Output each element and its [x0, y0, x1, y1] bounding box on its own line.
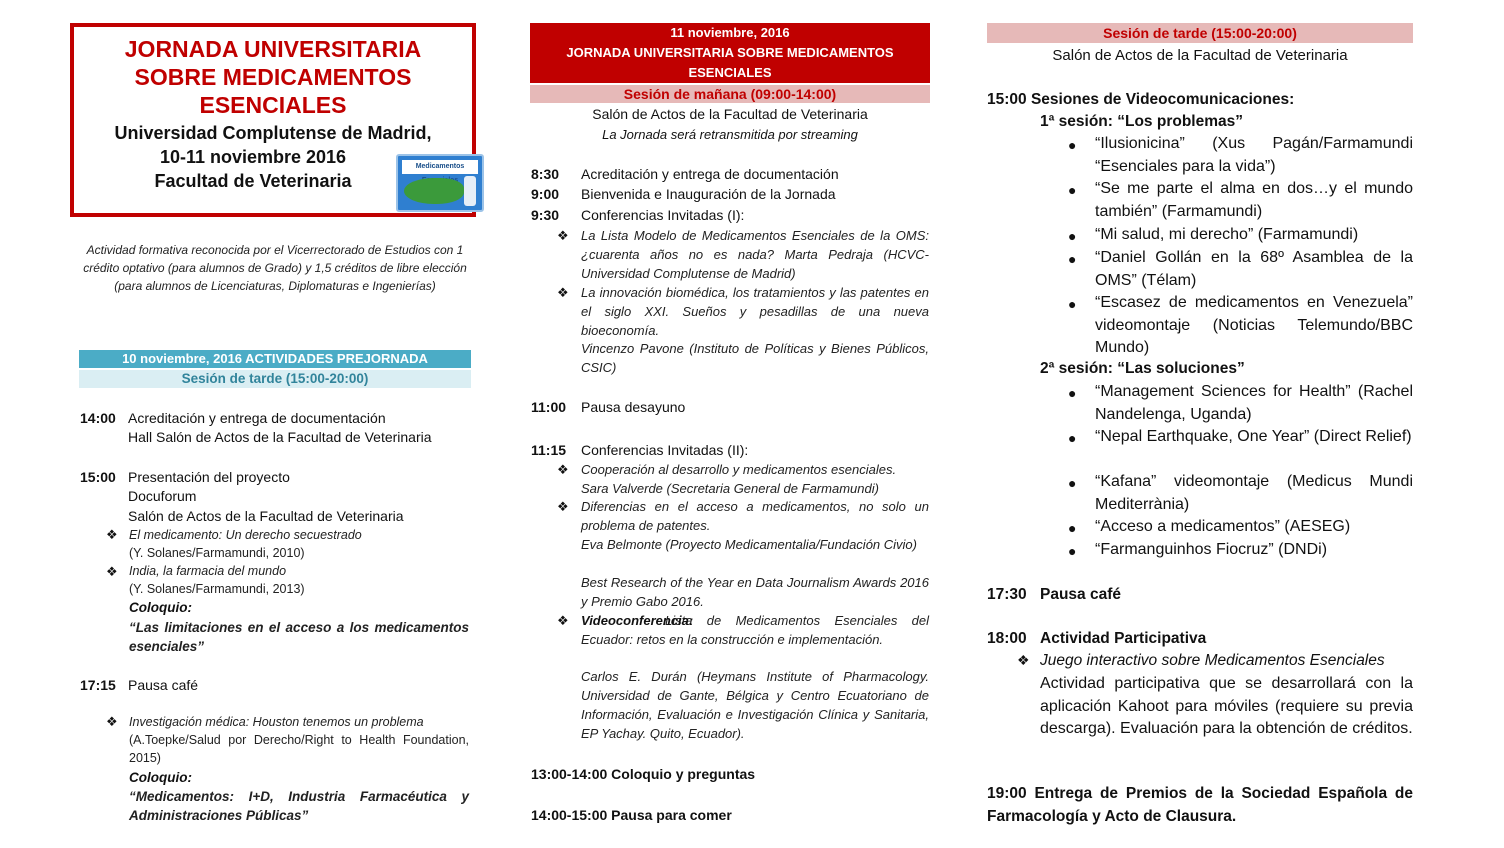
- day-date: 11 noviembre, 2016: [670, 25, 790, 40]
- diamond-bullet-icon: ❖: [557, 613, 569, 628]
- venue: Salón de Actos de la Facultad de Veterinaria: [1052, 47, 1348, 64]
- event-title: Conferencias Invitadas (I):: [581, 207, 745, 223]
- event-time: 9:00: [531, 186, 560, 202]
- bullet-icon: ●: [1068, 543, 1077, 559]
- title-line-2: SOBRE MEDICAMENTOS: [134, 64, 412, 90]
- conference-author: Carlos E. Durán (Heymans Institute of Pharmacology. Universidad de Gante, Bélgica y Centro Ecuatoriano de Información, Evaluación e Investigación Clínica y Sanitaria, EP Yachay. Quito, Ecuador).: [581, 669, 929, 741]
- conference-author: Eva Belmonte (Proyecto Medicamentalia/Fundación Civio): [581, 537, 917, 552]
- video-item: “Mi salud, mi derecho” (Farmamundi): [1095, 226, 1359, 243]
- conference-author: Vincenzo Pavone (Instituto de Políticas y Bienes Públicos, CSIC): [581, 341, 929, 375]
- afternoon-session-band: Sesión de tarde (15:00-20:00): [79, 370, 471, 388]
- bullet-icon: ●: [1068, 251, 1077, 267]
- diamond-bullet-icon: ❖: [106, 527, 118, 542]
- event-title: Acreditación y entrega de documentación: [581, 166, 839, 182]
- event-time: 17:30: [987, 586, 1027, 603]
- diamond-bullet-icon: ❖: [106, 714, 118, 729]
- activity-game: Juego interactivo sobre Medicamentos Esenciales: [1040, 652, 1385, 669]
- diamond-bullet-icon: ❖: [557, 462, 569, 477]
- film-credit: (Y. Solanes/Farmamundi, 2013): [129, 582, 305, 596]
- medicamentos-esenciales-logo: [396, 154, 484, 212]
- venue: Salón de Actos de la Facultad de Veterinaria: [592, 106, 868, 122]
- conference-item: Lista de Medicamentos Esenciales del Ecuador: retos en la construcción e implementación.: [581, 613, 929, 647]
- bottle-icon: [464, 176, 476, 206]
- morning-session-band: Sesión de mañana (09:00-14:00): [530, 85, 930, 103]
- diamond-bullet-icon: ❖: [106, 564, 118, 579]
- streaming-note: La Jornada será retransmitida por streaming: [602, 127, 858, 142]
- conference-award: Best Research of the Year en Data Journalism Awards 2016 y Premio Gabo 2016.: [581, 575, 929, 609]
- bullet-icon: ●: [1068, 430, 1077, 446]
- bullet-icon: ●: [1068, 137, 1077, 153]
- afternoon-session-band: Sesión de tarde (15:00-20:00): [987, 23, 1413, 43]
- video-item: “Daniel Gollán en la 68º Asamblea de la OMS” (Télam): [1095, 249, 1413, 289]
- video-item: “Farmanguinhos Fiocruz” (DNDi): [1095, 541, 1328, 558]
- event-title: Presentación del proyecto: [128, 469, 290, 485]
- film-title: Investigación médica: Houston tenemos un problema: [129, 715, 424, 729]
- conference-item: La Lista Modelo de Medicamentos Esenciales de la OMS: ¿cuarenta años no es nada? Marta Pedraja (HCVC-Universidad Complutense de Madrid): [581, 228, 929, 281]
- coloquio-topic: “Medicamentos: I+D, Industria Farmacéutica y Administraciones Públicas”: [129, 789, 469, 823]
- faculty-line: Facultad de Veterinaria: [154, 171, 352, 191]
- event-place: Hall Salón de Actos de la Facultad de Veterinaria: [128, 429, 432, 445]
- conference-item: La innovación biomédica, los tratamientos y las patentes en el siglo XXI. Sueños y pesadillas de una nueva bioeconomía.: [581, 285, 929, 338]
- coloquio-topic: “Las limitaciones en el acceso a los medicamentos esenciales”: [129, 620, 469, 654]
- diamond-bullet-icon: ❖: [557, 285, 569, 300]
- day-title: JORNADA UNIVERSITARIA SOBRE MEDICAMENTOS ESENCIALES: [566, 45, 894, 80]
- event-time: 18:00: [987, 630, 1027, 647]
- video-item: “Nepal Earthquake, One Year” (Direct Relief): [1095, 428, 1412, 445]
- diamond-bullet-icon: ❖: [1017, 652, 1030, 668]
- session-1-title: 1ª sesión: “Los problemas”: [1040, 113, 1243, 130]
- bullet-icon: ●: [1068, 182, 1077, 198]
- closing-line: 19:00 Entrega de Premios de la Sociedad Española de Farmacología y Acto de Clausura.: [987, 785, 1413, 825]
- title-line-3: ESENCIALES: [199, 92, 347, 118]
- event-title: Pausa café: [128, 677, 199, 693]
- event-title: Conferencias Invitadas (II):: [581, 442, 749, 458]
- event-time: 9:30: [531, 207, 560, 223]
- date-line: 10-11 noviembre 2016: [159, 147, 347, 167]
- coloquio-line: 13:00-14:00 Coloquio y preguntas: [531, 766, 756, 782]
- activity-description: Actividad participativa que se desarrollará con la aplicación Kahoot para móviles (requiere su previa descarga). Evaluación para la obtención de créditos.: [1040, 675, 1413, 737]
- conference-author: Sara Valverde (Secretaria General de Farmamundi): [581, 481, 879, 496]
- bullet-icon: ●: [1068, 385, 1077, 401]
- event-title: Pausa desayuno: [581, 399, 686, 415]
- world-map-icon: [404, 178, 464, 204]
- film-title: India, la farmacia del mundo: [129, 564, 287, 578]
- event-time: 15:00: [80, 469, 116, 485]
- day-band: [530, 23, 930, 83]
- video-item: “Ilusionicina” (Xus Pagán/Farmamundi “Esenciales para la vida”): [1095, 135, 1413, 175]
- coloquio-label: Coloquio:: [129, 600, 192, 615]
- university-line: Universidad Complutense de Madrid,: [114, 123, 432, 143]
- videoconference-label: Videoconferencia:: [581, 613, 694, 628]
- film-credit: (Y. Solanes/Farmamundi, 2010): [129, 546, 305, 560]
- event-time: 11:15: [531, 442, 567, 458]
- coloquio-label: Coloquio:: [129, 770, 192, 785]
- diamond-bullet-icon: ❖: [557, 228, 569, 243]
- title-line-1: JORNADA UNIVERSITARIA: [124, 36, 422, 62]
- bullet-icon: ●: [1068, 520, 1077, 536]
- film-title: El medicamento: Un derecho secuestrado: [129, 528, 362, 542]
- video-item: “Acceso a medicamentos” (AESEG): [1095, 518, 1351, 535]
- event-time: 8:30: [531, 166, 560, 182]
- bullet-icon: ●: [1068, 475, 1077, 491]
- lunch-line: 14:00-15:00 Pausa para comer: [531, 807, 732, 823]
- event-title: Acreditación y entrega de documentación: [128, 410, 386, 426]
- event-title: Actividad Participativa: [1040, 630, 1207, 647]
- event-time: 14:00: [80, 410, 116, 426]
- event-time: 17:15: [80, 677, 116, 693]
- prejornada-band: 10 noviembre, 2016 ACTIVIDADES PREJORNADA: [79, 350, 471, 368]
- logo-text: Medicamentos: [402, 160, 478, 174]
- accreditation-note: Actividad formativa reconocida por el Vicerrectorado de Estudios con 1 crédito optativo (para alumnos de Grado) y 1,5 créditos de libre elección (para alumnos de Licenciaturas, Diplomaturas e Ingenierías): [83, 243, 467, 293]
- event-title: Bienvenida e Inauguración de la Jornada: [581, 186, 836, 202]
- event-time: 11:00: [531, 399, 567, 415]
- video-item: “Management Sciences for Health” (Rachel Nandelenga, Uganda): [1095, 383, 1413, 423]
- video-item: “Escasez de medicamentos en Venezuela” videomontaje (Noticias Telemundo/BBC Mundo): [1095, 294, 1413, 356]
- video-item: “Kafana” videomontaje (Medicus Mundi Mediterrània): [1095, 473, 1413, 513]
- event-title: Docuforum: [128, 488, 197, 504]
- bullet-icon: ●: [1068, 228, 1077, 244]
- session-2-title: 2ª sesión: “Las soluciones”: [1040, 360, 1245, 377]
- film-credit: (A.Toepke/Salud por Derecho/Right to Health Foundation, 2015): [129, 733, 469, 765]
- video-item: “Se me parte el alma en dos…y el mundo también” (Farmamundi): [1095, 180, 1413, 220]
- diamond-bullet-icon: ❖: [557, 499, 569, 514]
- conference-item: Diferencias en el acceso a medicamentos, no solo un problema de patentes.: [581, 499, 929, 533]
- conference-item: Cooperación al desarrollo y medicamentos esenciales.: [581, 462, 897, 477]
- event-title: Pausa café: [1040, 586, 1121, 603]
- event-place: Salón de Actos de la Facultad de Veterinaria: [128, 508, 404, 524]
- bullet-icon: ●: [1068, 296, 1077, 312]
- videocommunications-heading: 15:00 Sesiones de Videocomunicaciones:: [987, 91, 1295, 108]
